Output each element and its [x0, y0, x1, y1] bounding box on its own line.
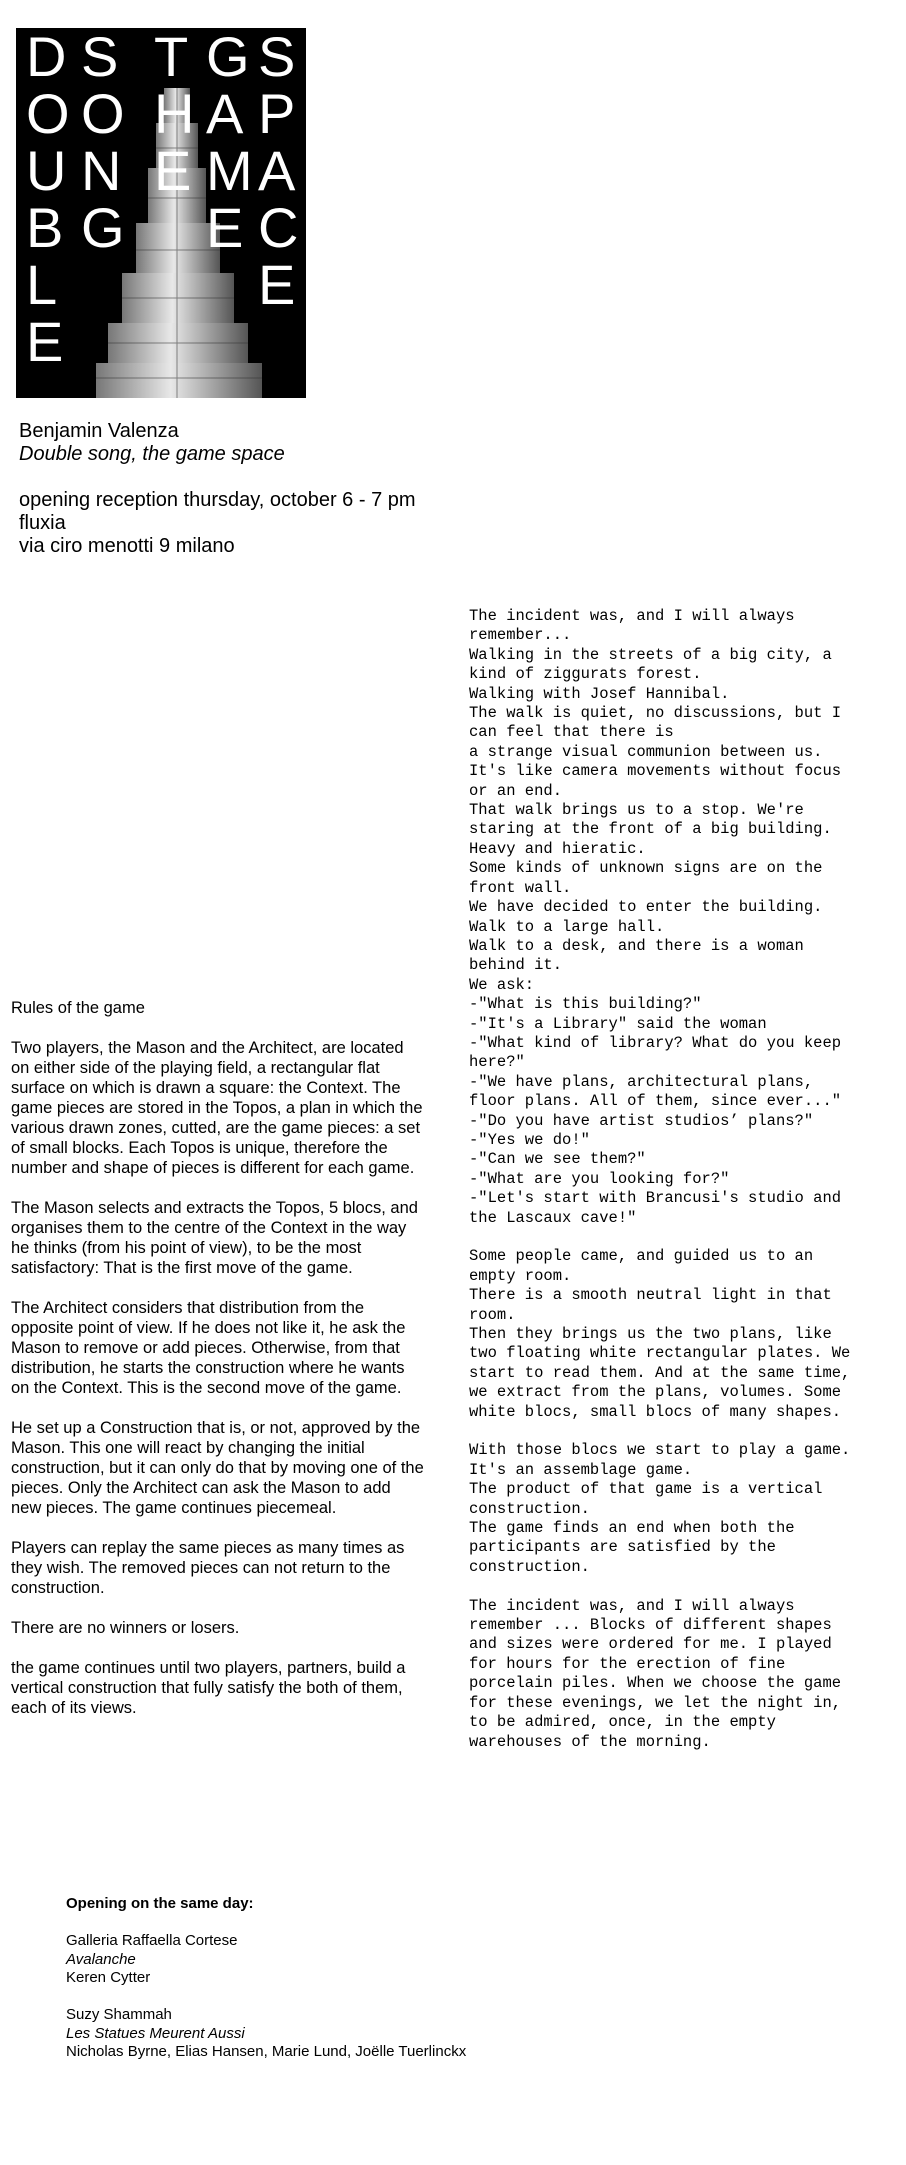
- other-show-title: Avalanche: [66, 1950, 136, 1968]
- poster-word-double: D O U B L E: [26, 28, 70, 373]
- rules-paragraph: Two players, the Mason and the Architect, are located on either side of the playing field, a rectangular flat surface on which is drawn a square: the Context. The game pieces are stored in the Topos, a plan in which the various drawn zones, cutted, are the game pieces: a set of small blocks. Each Topos is unique, therefore the number and shape of pieces is different for each game.: [11, 1039, 423, 1177]
- story-paragraph: Some people came, and guided us to an empty room. There is a smooth neutral light in that room. Then they brings us the two plans, like two floating white rectangular plates. We start to read them. And at the same time, we extract from the plans, volumes. Some white blocs, small blocs of many shapes.: [469, 1247, 851, 1421]
- poster-image: [16, 28, 306, 398]
- incident-story: [469, 607, 889, 1771]
- other-show-gallery: Suzy Shammah: [66, 2006, 172, 2023]
- story-paragraph: The incident was, and I will always remember... Walking in the streets of a big city, a kind of ziggurats forest. Walking with Josef Hannibal. The walk is quiet, no discussions, but I can feel that there is a strange visual communion between us. It's like camera movements without focus or an end. That walk brings us to a stop. We're staring at the front of a big building. Heavy and hieratic. Some kinds of unknown signs are on the front wall. We have decided to enter the building. Walk to a large hall. Walk to a desk, and there is a woman behind it. We ask: -"What is this building?" -"It's a Library" said the woman -"What kind of library? What do you keep here?" -"We have plans, architectural plans, floor plans. All of them, since ever..." -"Do you have artist studios’ plans?" -"Yes we do!" -"Can we see them?" -"What are you looking for?" -"Let's start with Brancusi's studio and the Lascaux cave!": [469, 607, 842, 1227]
- other-show: [66, 1932, 666, 1988]
- gallery-name: fluxia: [19, 512, 66, 534]
- rules-paragraph: The Architect considers that distribution from the opposite point of view. If he does not like it, he ask the Mason to remove or add pieces. Otherwise, from that distribution, he starts the construction where he wants on the Context. This is the second move of the game.: [11, 1299, 406, 1397]
- poster-word-song: S O N G: [81, 28, 125, 259]
- rules-of-the-game: [11, 998, 425, 1738]
- other-show-title: Les Statues Meurent Aussi: [66, 2024, 245, 2042]
- artist-name: Benjamin Valenza: [19, 420, 179, 442]
- rules-paragraph: There are no winners or losers.: [11, 1619, 240, 1637]
- other-show-artists: Nicholas Byrne, Elias Hansen, Marie Lund, Joëlle Tuerlinckx: [66, 2043, 467, 2060]
- spacer: [19, 466, 499, 489]
- exhibition-title: Double song, the game space: [19, 443, 285, 465]
- exhibition-info: [19, 420, 499, 558]
- rules-heading: Rules of the game: [11, 999, 145, 1017]
- other-openings-heading: Opening on the same day:: [66, 1895, 254, 1912]
- other-show-gallery: Galleria Raffaella Cortese: [66, 1932, 238, 1949]
- poster-word-the: T H E: [154, 28, 195, 202]
- story-paragraph: The incident was, and I will always remember ... Blocks of different shapes and sizes were ordered for me. I played for hours for the erection of fine porcelain piles. When we choose the game for these evenings, we let the night in, to be admired, once, in the empty warehouses of the morning.: [469, 1596, 842, 1751]
- gallery-address: via ciro menotti 9 milano: [19, 535, 235, 557]
- story-paragraph: With those blocs we start to play a game. It's an assemblage game. The product of that game is a vertical construction. The game finds an end when both the participants are satisfied by the construction.: [469, 1441, 851, 1576]
- poster-word-space: S P A C E: [258, 28, 299, 316]
- other-show: [66, 2006, 666, 2062]
- rules-paragraph: The Mason selects and extracts the Topos, 5 blocs, and organises them to the centre of the Context in the way he thinks (from his point of view), to be the most satisfactory: That is the first move of the game.: [11, 1199, 418, 1277]
- other-openings: [66, 1895, 666, 2080]
- rules-paragraph: He set up a Construction that is, or not, approved by the Mason. This one will react by changing the initial construction, but it can only do that by moving one of the pieces. Only the Architect can ask the Mason to add new pieces. The game continues piecemeal.: [11, 1419, 424, 1517]
- rules-paragraph: Players can replay the same pieces as many times as they wish. The removed pieces can not return to the construction.: [11, 1539, 405, 1597]
- poster-word-game: G A M E: [206, 28, 253, 259]
- rules-paragraph: the game continues until two players, partners, build a vertical construction that fully satisfy the both of them, each of its views.: [11, 1659, 406, 1717]
- other-show-artists: Keren Cytter: [66, 1969, 151, 1986]
- opening-reception: opening reception thursday, october 6 - 7 pm: [19, 489, 416, 511]
